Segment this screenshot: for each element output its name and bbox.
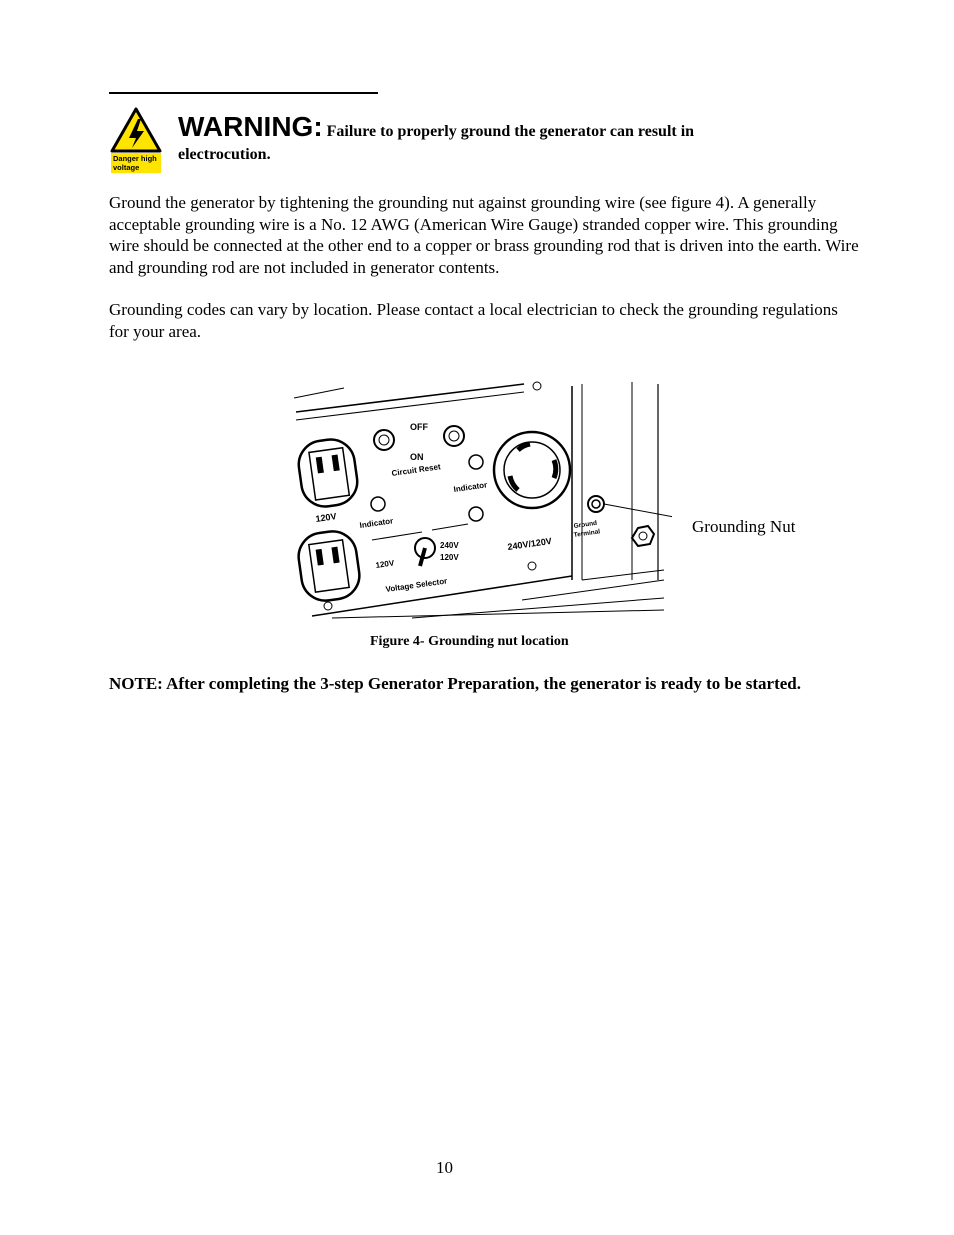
warning-heading bbox=[178, 111, 818, 165]
top-rule bbox=[109, 92, 378, 94]
figure-caption: Figure 4- Grounding nut location bbox=[370, 634, 569, 649]
label-240v-120v: 240V/120V bbox=[506, 535, 553, 552]
grounding-codes-paragraph: Grounding codes can vary by location. Please contact a local electrician to check the grounding regulations for your area. bbox=[109, 300, 838, 341]
label-120v-top: 120V bbox=[314, 511, 338, 524]
label-120v-selector: 120V bbox=[375, 558, 395, 570]
label-voltage-selector: Voltage Selector bbox=[385, 576, 448, 594]
label-indicator-left: Indicator bbox=[359, 516, 394, 530]
warning-line-1: Failure to properly ground the generator can result in bbox=[326, 123, 695, 140]
grounding-nut-callout: Grounding Nut bbox=[692, 517, 796, 536]
label-120v-switch: 120V bbox=[440, 553, 459, 562]
grounding-instructions-paragraph: Ground the generator by tightening the grounding nut against grounding wire (see figure 4). A generally acceptable grounding wire is a No. 12 AWG (American Wire Gauge) stranded copper wire. This grounding wire should be connected at the other end to a copper or brass grounding rod that is driven into the earth. Wire and grounding rod are not included in generator contents. bbox=[109, 193, 859, 277]
warning-icon-text-1: Danger high bbox=[113, 154, 157, 163]
label-indicator-right: Indicator bbox=[453, 480, 488, 494]
label-circuit-reset: Circuit Reset bbox=[391, 462, 442, 478]
page-number: 10 bbox=[436, 1158, 453, 1177]
label-off: OFF bbox=[410, 422, 428, 432]
label-on: ON bbox=[410, 452, 424, 462]
label-240v: 240V bbox=[440, 541, 459, 550]
note-paragraph: NOTE: After completing the 3-step Generator Preparation, the generator is ready to be started. bbox=[109, 674, 801, 693]
high-voltage-warning-icon bbox=[110, 107, 162, 175]
label-terminal: Terminal bbox=[573, 528, 601, 539]
generator-panel-illustration bbox=[292, 380, 672, 620]
label-ground: Ground bbox=[573, 519, 598, 530]
warning-title: WARNING: bbox=[178, 111, 323, 142]
warning-line-2: electrocution. bbox=[178, 146, 271, 163]
warning-icon-text-2: voltage bbox=[113, 163, 140, 172]
